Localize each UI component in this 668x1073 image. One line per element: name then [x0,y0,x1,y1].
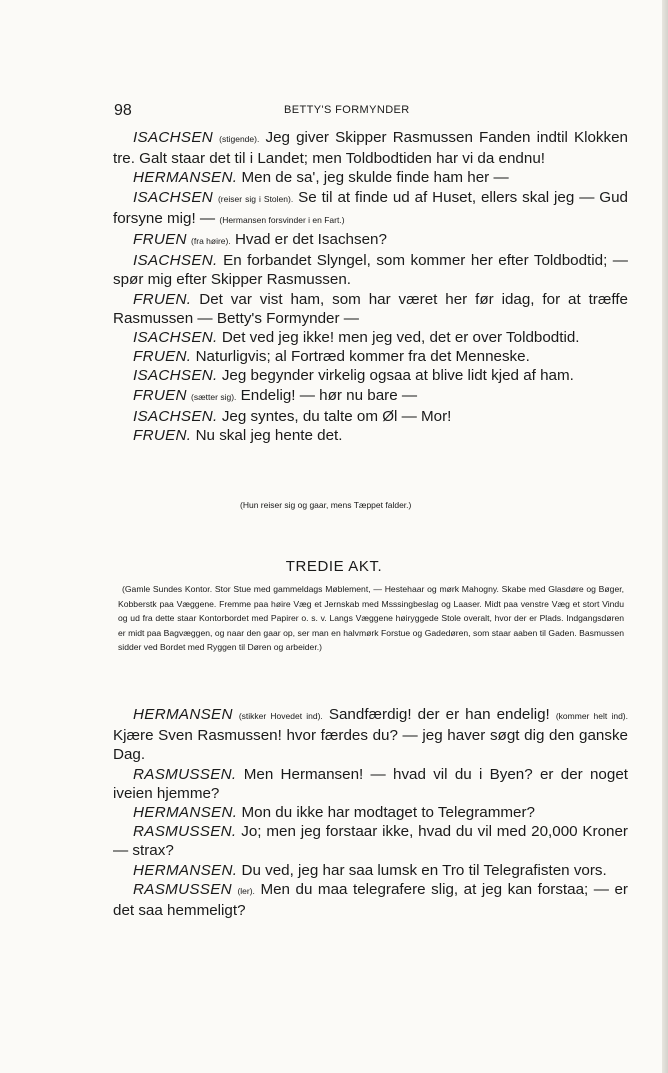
speaker-name: HERMANSEN. [133,861,238,879]
speaker-name: FRUEN. [133,348,192,366]
speech-text: Men Hermansen! — hvad vil du i Byen? er der noget iveien hjemme? [113,765,628,802]
speech [113,188,628,230]
speech-text: Sandfærdig! der er han endelig! [328,706,550,723]
speech-text: Jo; men jeg forstaar ikke, hvad du vil med 20,000 Kroner — strax? [113,823,628,860]
speech-text: Naturligvis; al Fortræd kommer fra det Menneske. [195,348,530,366]
page-edge [662,0,668,1073]
act-title: TREDIE AKT. [285,558,383,575]
stage-direction: (ler). [237,885,255,896]
speaker-name: ISACHSEN. [133,407,218,425]
speech-text: Hvad er det Isachsen? [234,231,387,249]
stage-direction: (reiser sig i Stolen). [217,193,294,204]
dialogue-act-three [113,705,628,920]
speech [113,251,628,289]
speaker-name: ISACHSEN [133,129,214,146]
speaker-name: HERMANSEN. [133,804,238,822]
speech [113,822,628,860]
speech-text: En forbandet Slyngel, som kommer her efter Toldbodtid; — spør mig efter Skipper Rasmussen. [113,252,628,289]
speech [113,765,628,803]
speech-text: Men de sa', jeg skulde finde ham her — [241,169,509,187]
speech [113,705,628,765]
exit-stage-direction: (Hun reiser sig og gaar, mens Tæppet falder.) [240,500,412,510]
speech-text: Mon du ikke har modtaget to Telegrammer? [241,804,535,822]
speaker-name: FRUEN. [133,427,192,445]
page-header [114,102,629,124]
speech [113,168,628,187]
speaker-name: RASMUSSEN [133,880,232,898]
speech [113,861,628,880]
speech-text: Endelig! — hør nu bare — [240,386,418,404]
speaker-name: HERMANSEN. [133,169,238,187]
speaker-name: ISACHSEN. [133,329,218,347]
speech-text: Jeg begynder virkelig ogsaa at blive lidt kjed af ham. [221,367,574,385]
page-number: 98 [114,102,132,119]
speech-text: Det ved jeg ikke! men jeg ved, det er over Toldbodtid. [221,329,580,347]
speech [113,347,628,366]
speaker-name: HERMANSEN [133,706,233,723]
speech [113,328,628,347]
speaker-name: FRUEN [133,386,187,404]
speech [113,230,628,251]
speech [113,128,628,168]
speaker-name: ISACHSEN. [133,252,218,270]
speech [113,366,628,385]
speech [113,880,628,920]
speaker-name: FRUEN [133,231,187,249]
speech-text: Nu skal jeg hente det. [195,427,343,445]
speech [113,803,628,822]
speech-text: Det var vist ham, som har været her før idag, for at træffe Rasmussen — Betty's Formynder — [113,290,628,327]
speech [113,426,628,445]
speech-text: Se til at finde ud af Huset, ellers skal jeg — Gud forsyne mig! — [113,188,628,227]
speech-text: Jeg giver Skipper Rasmussen Fanden indtil Klokken tre. Galt staar det til i Landet; men Toldbodtiden har vi da endnu! [113,129,628,168]
dialogue-before-act [113,128,628,445]
scene-description: (Gamle Sundes Kontor. Stor Stue med gammeldags Møblement, — Hestehaar og mørk Mahogny. Skabe med Glasdøre og Bøger, Kobberstk paa Væggene. Fremme paa høire Væg et Jernskab med Msssingbeslag og Laaser. Midt paa venstre Væg et stort Vindu og ud fra dette staar Kontorbordet med Papirer o. s. v. Langs Væggene høiryggede Stole overalt, hvor der er Plads. Indgangsdøren er midt paa Bagvæggen, og naar den gaar op, ser man en halvmørk Forstue og Gadedøren, som staar aaben til Gaden. Basmussen sidder ved Bordet med Ryggen til Døren og arbeider.) [118,584,624,653]
stage-direction: (fra høire). [191,236,231,247]
stage-direction: (Hermansen forsvinder i en Fart.) [219,214,345,225]
speaker-name: ISACHSEN [133,188,214,206]
stage-direction: (sætter sig). [191,391,237,402]
speech-text: Du ved, jeg har saa lumsk en Tro til Telegrafisten vors. [241,861,607,879]
speaker-name: RASMUSSEN. [133,823,237,841]
stage-direction: (stikker Hovedet ind). [238,711,323,721]
speech [113,407,628,426]
speaker-name: ISACHSEN. [133,367,218,385]
speaker-name: RASMUSSEN. [133,765,237,783]
stage-direction: (stigende). [219,134,260,144]
speech [113,290,628,328]
stage-direction: (kommer helt ind). [555,711,628,721]
speaker-name: FRUEN. [133,290,192,308]
speech-text: Men du maa telegrafere slig, at jeg kan forstaa; — er det saa hemmeligt? [113,880,628,920]
speech-text: Kjære Sven Rasmussen! hvor færdes du? — jeg haver søgt dig den ganske Dag. [113,727,628,764]
running-title: BETTY'S FORMYNDER [284,104,410,116]
speech [113,386,628,407]
speech-text: Jeg syntes, du talte om Øl — Mor! [221,407,452,425]
